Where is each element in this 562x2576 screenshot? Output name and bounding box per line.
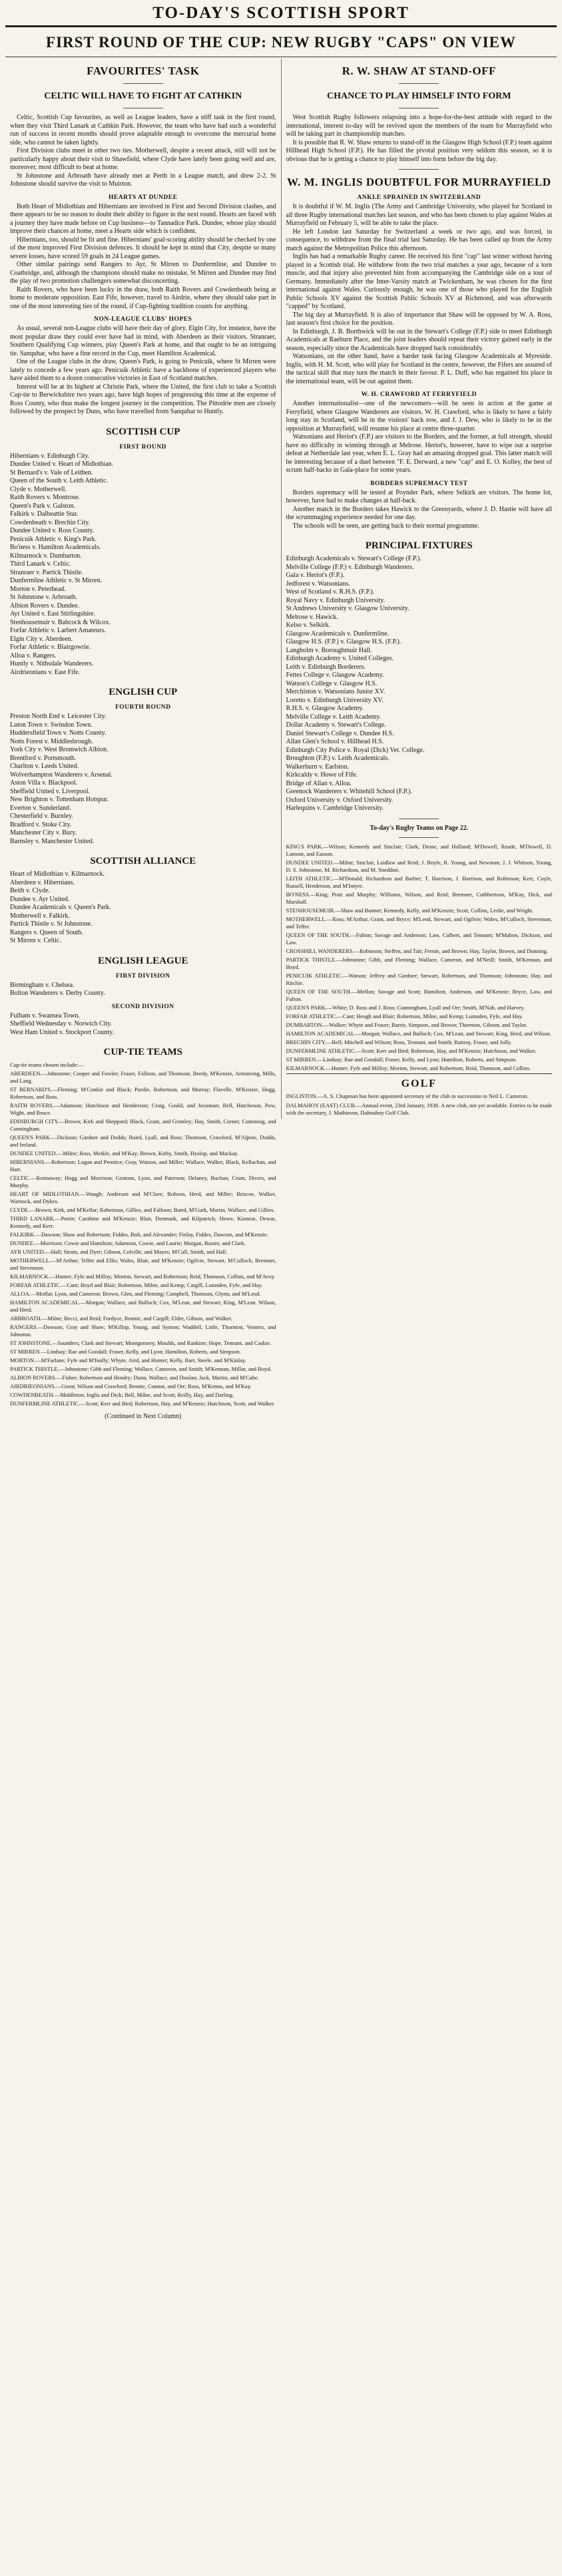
article-paragraph: Borders supremacy will be tested at Poynder Park, where Selkirk are visitors. The home lot, however, have had to make changes at half-back. (286, 488, 552, 504)
fixture-line: West Ham United v. Stockport County. (10, 1028, 114, 1036)
team-lineup: DUNDEE UNITED.—Milne; Sinclair, Laidlaw and Reid; J. Boyle, R. Young, and Newman; J. J. Whitson, Young, D. S. Johnstone, M. Richardson, and M. Sneddon. (286, 858, 552, 873)
fixture-line: Edinburgh Academicals v. Stewart's College (F.P.). (286, 555, 422, 562)
team-lineup: ABERDEEN.—Johnstone; Cooper and Fowler; Fraser, Falloon, and Thomson; Beedy, M'Kenzie, Armstrong, Mills, and Lang. (10, 1070, 276, 1084)
fixture-line: Kirkcaldy v. Howe of Fife. (286, 771, 358, 779)
team-lineup: CELTIC.—Kennaway; Hogg and Morrison; Geatons, Lyon, and Paterson; Delaney, Buchan, Crum, Divers, and Murphy. (10, 1175, 276, 1189)
team-lineup: THIRD LANARK.—Petrie; Carabine and M'Kenzie; Blair, Denmark, and Kilpatrick; Howe, Kinnear, Dewar, Kennedy, and Kerr. (10, 1215, 276, 1229)
fixture-line: Queen of the South v. Leith Athletic. (10, 477, 109, 484)
team-lineup: HAMILTON ACADEMICAL.—Morgan; Wallace, and Bulloch; Cox, M'Lean, and Stewart; King, M'Lean, Wilson, and Herd. (10, 1299, 276, 1313)
fixture-line: Preston North End v. Leicester City. (10, 713, 107, 720)
left-subheadline: CELTIC WILL HAVE TO FIGHT AT CATHKIN (44, 91, 242, 101)
cup-tie-team-list (10, 1070, 276, 1407)
team-lineup: BRECHIN CITY.—Bell; Mitchell and Wilson; Ross, Tennant, and Smith; Rattray, Fraser, and Jolly. (286, 1038, 512, 1045)
fixture-line: Royal Navy v. Edinburgh University. (286, 596, 386, 604)
fixture-line: Dundee United v. Ross County. (10, 527, 94, 534)
masthead: TO-DAY'S SCOTTISH SPORT (152, 4, 410, 22)
team-lineup: RAITH ROVERS.—Adamson; Hutchison and Henderson; Craig, Gould, and Jessiman; Bell, Hutcheson, Pow, Wight, and Bruce. (10, 1102, 276, 1116)
left-column (5, 59, 281, 1420)
article-paragraph: West Scottish Rugby followers relapsing into a hope-for-the-best attitude with regard to the international, interest to-day will be revived upon the members of the team for Murrayfield who will be taking part in championship matches. (286, 114, 552, 138)
fixture-line: Motherwell v. Falkirk. (10, 912, 70, 920)
team-lineup: CLYDE.—Brown; Kirk, and M'Kellar; Robertson, Gillies, and Falloon; Baird, M'Gurk, Martin, Wallace, and Gillies. (10, 1206, 275, 1213)
fixture-line: Falkirk v. Dalbeattie Star. (10, 510, 79, 518)
team-lineup: HEART OF MIDLOTHIAN.—Waugh; Anderson and M'Clure; Robson, Herd, and Miller; Briscoe, Walker, Warnock, and Dykes. (10, 1191, 276, 1204)
fixture-line: Aberdeen v. Hibernians. (10, 878, 75, 886)
right-column (281, 59, 557, 1119)
nonleague-heading: NON-LEAGUE CLUBS' HOPES (94, 316, 192, 323)
team-lineup: AIRDRIEONIANS.—Grant; Wilson and Crawford; Bennie, Connor, and Orr; Ross, M'Kenna, and M'Kay. (10, 1383, 252, 1389)
team-lineup: AYR UNITED.—Hall; Strain, and Dyer; Gibson, Colville, and Mayes; M'Call, Smith, and Hall. (10, 1248, 228, 1255)
continued-note: (Continued in Next Column) (105, 1413, 182, 1420)
fixture-line: R.H.S. v. Glasgow Academy. (286, 705, 364, 712)
first-division-heading: FIRST DIVISION (115, 972, 170, 980)
team-lineup: ARBROATH.—Milne; Becci, and Reid; Fordyce, Rennie, and Cargill; Elder, Gibson, and Walker. (10, 1315, 232, 1322)
fixture-line: Everton v. Sunderland. (10, 804, 71, 812)
fixture-line: Rangers v. Queen of South. (10, 928, 83, 936)
team-lineup: HAMILTON ACADEMICAL.—Morgan; Wallace, and Bulloch; Cox, M'Lean, and Stewart; King, Herd, and Wilson. (286, 1029, 551, 1037)
fixture-line: St Mirren v. Celtic. (10, 937, 61, 944)
newspaper-page (5, 0, 557, 1420)
golf-section (286, 1078, 553, 1117)
team-lineup: KILMARNOCK.—Hunter; Fyfe and Milloy; Morton, Stewart, and Robertson; Reid, Thomson, and Collins. (286, 1064, 531, 1071)
second-division-heading: SECOND DIVISION (111, 1003, 174, 1010)
fixture-line: Luton Town v. Swindon Town. (10, 721, 93, 729)
fixture-line: Aston Villa v. Blackpool. (10, 779, 78, 787)
article-paragraph: It is doubtful if W. M. Inglis (The Army and Cambridge University, who played for Scotland in all three Rugby international matches last season, and who has been chosen to play against Wales at Murrayfield on February 5, will be able to take the place. (286, 203, 552, 227)
fixture-line: Brentford v. Portsmouth. (10, 754, 77, 762)
fixture-line: Walkerburn v. Earlston. (286, 763, 350, 771)
fixture-line: Elgin City v. Aberdeen. (10, 635, 73, 643)
golf-paragraph: INGLISTON.—A. S. Chapman has been appointed secretary of the club in succession to Neil L. Cameron. (286, 1092, 529, 1099)
divider (399, 169, 439, 170)
fixture-line: Melville College (F.P.) v. Edinburgh Wanderers. (286, 563, 414, 571)
divider (123, 83, 163, 84)
article-paragraph: The schools will be seen, are getting back to their normal programme. (292, 522, 479, 530)
fixture-line: Bradford v. Stoke City. (10, 821, 72, 828)
article-paragraph: St Johnstone and Arbroath have already met at Perth in a League match, and drew 2-2. St Johnstone should survive the visit to Muirton. (10, 172, 276, 188)
fixture-line: Melville College v. Leith Academy. (286, 713, 382, 721)
cup-tie-teams (10, 1061, 276, 1407)
article-paragraph: Watsonians and Heriot's (F.P.) are visitors to the Borders, and the former, at full strength, should have no difficulty in winning through at Melrose. Heriot's, however, have to wipe out a surprise defeat at Netherdale last year, when E. L. Gray had an amazing dropped goal. This latter match will be interesting because of a duel between "F. E. Derward, a new "cap" and E. O. Kolley, the best of scrum half-backs in Gala-place for some years. (286, 433, 552, 474)
first-division-fixtures (10, 982, 276, 998)
golf-heading: GOLF (401, 1077, 437, 1089)
fixture-line: Manchester City v. Bury. (10, 829, 77, 836)
team-lineup: KILMARNOCK.—Hunter; Fyfe and Milloy; Morton, Stewart, and Robertson; Reid, Thomson, Collins, and M'Avoy. (10, 1273, 276, 1280)
team-lineup: COWDENBEATH.—Middleton; Inglis and Dick; Bell, Milne, and Scott; Reilly, Hay, and Darling. (10, 1391, 234, 1398)
fixture-line: Bolton Wanderers v. Derby County. (10, 990, 105, 997)
fixture-line: Fettes College v. Glasgow Academy. (286, 671, 384, 679)
fixture-line: Dundee v. Ayr United. (10, 895, 70, 903)
fixture-line: Bo'ness v. Hamilton Academicals. (10, 544, 101, 551)
article-paragraph: Raith Rovers, who have been lucky in the draw, both Raith Rovers and Cowdenbeath being at home to moderate opposition. East Fife, however, travel to Airdrie, where they should take part in one of the most interesting ties of the round, if Cup-fighting tradition counts for anything. (10, 285, 276, 310)
team-lineup: PARTICK THISTLE.—Johnstone; Gibb and Fleming; Wallace, Cameron, and Smith; M'Kennan, Millar, and Boyd. (10, 1366, 272, 1372)
team-lineup: DUNFERMLINE ATHLETIC.—Scott; Kerr and Bird; Robertson, Hay, and M'Kenzie; Hutchison, Scott, and Walker. (10, 1400, 275, 1407)
english-cup-round: FOURTH ROUND (115, 704, 171, 711)
fixture-line: Stenhousemuir v. Babcock & Wilcox. (10, 618, 111, 626)
fixture-line: Chesterfield v. Burnley. (10, 813, 73, 820)
team-lineup: FORFAR ATHLETIC.—Cant; Heugh and Blair; Robertson, Milne, and Kemp; Lumsden, Fyfe, and Hay. (286, 1012, 523, 1019)
article-paragraph: Another match in the Borders takes Hawick to the Greenyards, where J. D. Hastie will have all the scrummaging experience needed for one day. (286, 505, 552, 521)
fixture-line: Oxford University v. Oxford University. (286, 796, 394, 804)
english-cup-fixtures (10, 713, 276, 846)
fixture-line: Queen's Park v. Galston. (10, 502, 76, 510)
principal-fixtures-heading: PRINCIPAL FIXTURES (365, 540, 473, 551)
article-paragraph: Interest will be at its highest at Christie Park, where the United, the first club to take a Scottish Cup-tie to Berwickshire two years ago, have high hopes of progressing this time at the expense of Ross County, who thus make the longest journey in the competition. The Pittodrie men are closely followed by the prospect by Duns, who have travelled from Sanquhar to Huntly. (10, 383, 276, 415)
team-lineup: FORFAR ATHLETIC.—Cant; Boyd and Blair; Robertson, Milne, and Kemp; Cargill, Lumsden, Fyfe, and Hay. (10, 1282, 263, 1288)
fixture-line: Glasgow H.S. (F.P.) v. Glasgow H.S. (F.P.). (286, 638, 402, 645)
fixture-line: Merchiston v. Watsonians Junior XV. (286, 688, 386, 695)
fixture-line: Forfar Athletic v. Blairgowrie. (10, 644, 91, 651)
team-lineup: ST JOHNSTONE.—Saunders; Clark and Stewart; Montgomery, Moulds, and Rankine; Hope, Tennant, and Caskie. (10, 1340, 272, 1346)
fixture-line: Dundee Academicals v. Queen's Park. (10, 904, 111, 911)
fixture-line: Dundee United v. Heart of Midlothian. (10, 460, 114, 468)
article-paragraph: First Division clubs meet in other two ties. Motherwell, despite a recent attack, still will not be particularly happy about their visit to Shawfield, where Clyde have lately been going well and are, moreover, most difficult to beat at home. (10, 147, 276, 171)
main-headline: FIRST ROUND OF THE CUP: NEW RUGBY "CAPS" ON VIEW (46, 34, 516, 51)
fixture-line: Birmingham v. Chelsea. (10, 981, 75, 989)
golf-paragraph: DALMAHOY (EAST) CLUB.—Annual event, 23rd January, 1938. A new club, not yet available. Entries to be made with the secretary, J. Mathieson, Dalmahoy Golf Club. (286, 1101, 552, 1116)
fixture-line: Penicuik Athletic v. King's Park. (10, 535, 97, 543)
fixture-line: Langholm v. Boroughmuir Hall. (286, 646, 372, 654)
fixture-line: Dollar Academy v. Stewart's College. (286, 721, 386, 729)
fixture-line: Greenock Wanderers v. Whitehill School (F.P.). (286, 788, 412, 795)
article-paragraph: Other similar pairings send Rangers to Ayr, St Mirren to Dunfermline, and Dundee to Coatbridge, and, although the champions should make no mistake, St Mirren and Dundee may find the play of two promotion challengers somewhat disconcerting. (10, 261, 276, 285)
fixture-line: St Johnstone v. Arbroath. (10, 594, 77, 601)
english-cup-heading: ENGLISH CUP (109, 687, 178, 697)
inglis-article (286, 203, 553, 386)
fixture-line: Raith Rovers v. Montrose. (10, 494, 81, 501)
team-lineup: HIBERNIANS.—Robertson; Logan and Prentice; Gray, Watson, and Miller; Wallace, Walker, Black, Kellachan, and Hart. (10, 1159, 276, 1173)
hearts-heading: HEARTS AT DUNDEE (109, 194, 178, 201)
cup-tie-intro: Cup-tie teams chosen include:— (10, 1061, 85, 1068)
rugby-teams-reference: To-day's Rugby Teams on Page 22. (370, 824, 469, 832)
fixture-line: Edinburgh Academy v. United Colleges. (286, 655, 394, 662)
borders-heading: BORDERS SUPREMACY TEST (370, 480, 468, 487)
team-lineup: QUEEN OF THE SOUTH.—Fulton; Savage and Anderson; Law, Culbert, and Tennant; M'Mahon, Dickson, and Law. (286, 931, 552, 946)
team-lineup: STENHOUSEMUIR.—Shaw and Bunnet; Kennedy, Kelly, and M'Kenzie; Scott, Collins, Leslie, and Wright. (286, 906, 534, 914)
fixture-line: Edinburgh City Police v. Royal (Dick) Vet. College. (286, 746, 425, 754)
article-paragraph: He left London last Saturday for Switzerland a week or two ago, and was forced, in consequence, to withdraw from the final trial last Saturday. He has been called up from the Army match against the Metropolitan Police this afternoon. (286, 228, 552, 252)
team-lineup: MOTHERWELL.—M'Arthur; Telfer and Ellis; Wales, Blair, and M'Kenzie; Ogilvie, Stewart, M'Culloch, Bremner, and Stevenson. (10, 1257, 276, 1271)
fixture-line: Sheffield Wednesday v. Norwich City. (10, 1020, 113, 1027)
divider (399, 83, 439, 84)
inglis-heading: W. M. INGLIS DOUBTFUL FOR MURRAYFIELD (287, 176, 551, 188)
fixture-line: Harlequins v. Cambridge University. (286, 805, 384, 812)
article-paragraph: Hibernians, too, should be fit and fine. Hibernians' goal-scoring ability should be checked by one of the most improved First Division defences. It should be kept in mind that City, despite so many severe losses, have scored 59 goals in 24 League games. (10, 236, 276, 260)
team-lineup: MOTHERWELL.—Ross; M'Arthur, Grant, and Bryce; M'Leod, Stewart, and Ogilvie; Wales, M'Culloch, Stevenson, and Telfer. (286, 915, 552, 930)
fixture-line: Broughton (F.P.) v. Leith Academicals. (286, 755, 390, 762)
fixture-line: Wolverhampton Wanderers v. Arsenal. (10, 771, 113, 779)
team-lineup: MORTON.—M'Farlane; Fyfe and M'Inally; Whyte, Aird, and Hunter; Kelly, Barr, Steele, and M'Kinlay. (10, 1357, 246, 1364)
article-paragraph: In Edinburgh, J. B. Borthwick will be out in the Stewart's College (F.P.) side to meet Edinburgh Academicals at Raeburn Place, and the joint leaders should repeat their victory gained early in the season, especially since the Academicals have dropped back considerably. (286, 327, 552, 352)
article-paragraph: Watsonians, on the other hand, have a harder task facing Glasgow Academicals at Myreside. Inglis, with H. M. Scott, who will play for Scotland in the centre, however, the Fifers are assured of the tactical skill that may turn the match in their favour. P. L. Duff, who has regained his place in the international team, will be out against them. (286, 353, 552, 385)
article-paragraph: The big day at Murrayfield. It is also of importance that Shaw will be opposed by W. A. Ross, last season's first choice for the position. (286, 311, 552, 327)
fixture-line: Sheffield United v. Liverpool. (10, 787, 90, 795)
fixture-line: Partick Thistle v. St Johnstone. (10, 920, 93, 928)
fixture-line: Huntly v. Nithsdale Wanderers. (10, 660, 94, 667)
team-lineup: PENICUIK ATHLETIC.—Watson; Jeffrey and Gardner; Stewart, Robertson, and Thomson; Johnstone, Hay, and Ritchie. (286, 972, 552, 986)
fixture-line: Stranraer v. Partick Thistle. (10, 568, 83, 576)
fixture-line: Cowdenbeath v. Brechin City. (10, 518, 91, 526)
fixture-line: New Brighton v. Tottenham Hotspur. (10, 796, 109, 803)
fixture-line: Fulham v. Swansea Town. (10, 1012, 80, 1019)
golf-rule (286, 1073, 553, 1074)
article-paragraph: Inglis has had a remarkable Rugby career. He received his first "cap" last winter without having played in a Scottish trial. He withdrew from the two trial matches a year ago, because of a torn muscle, and that injury also prevented him from accompanying the Cambridge side on a tour of Germany. Immediately after the Inter-Varsity match at Twickenham, he was chosen for the first international against Wales. Curiously enough, he was one of those who played for the English Public Schools XV against the Scottish Public Schools XV at Richmond, and was afterwards "capped" by Scotland. (286, 253, 552, 310)
fixture-line: Heart of Midlothian v. Kilmarnock. (10, 870, 105, 878)
fixture-line: Jedforest v. Watsonians. (286, 580, 350, 588)
fixture-line: St Andrews University v. Glasgow University. (286, 605, 410, 612)
fixture-line: Kelso v. Selkirk. (286, 622, 331, 629)
team-lineup: QUEEN OF THE SOUTH.—Mellon; Savage and Scott; Hamilton, Anderson, and M'Kenzie; Bryce, Law, and Fulton. (286, 988, 552, 1002)
team-lineup: FALKIRK.—Dawson; Shaw and Robertson; Fiddes, Bolt, and Alexander; Finlay, Fiddes, Dawson, and M'Kenzie. (10, 1231, 268, 1238)
fixture-line: Ayr United v. East Stirlingshire. (10, 610, 95, 618)
fixture-line: Dunfermline Athletic v. St Mirren. (10, 577, 103, 584)
crawford-heading: W. H. CRAWFORD AT FERRYFIELD (361, 391, 477, 398)
article-paragraph: As usual, several non-League clubs will have their day of glory. Elgin City, for instance, have the most popular draw they could ever have had in mind, with Aberdeen as their visitors. Stranraer, Southern Qualifying Cup winners, play Queen's Park at home, and that ought to be an intriguing tie. Sanquhar, who have a fine record in the Cup, meet Hamilton Academical. (10, 325, 276, 357)
second-division-fixtures (10, 1012, 276, 1037)
inglis-subheading: ANKLE SPRAINED IN SWITZERLAND (357, 194, 481, 201)
left-headline: FAVOURITES' TASK (87, 65, 200, 77)
team-lineup: DUNFERMLINE ATHLETIC.—Scott; Kerr and Bird; Robertson, Hay, and M'Kenzie; Hutchison, and Walker. (286, 1047, 537, 1054)
team-lineup: CROSSHILL WANDERERS.—Robinson; Steffen, and Tait; Fernie, and Brown; Hay, Taylor, Brown, and Dunning. (286, 947, 548, 954)
right-article (286, 114, 553, 164)
scottish-alliance-fixtures (10, 870, 276, 946)
team-lineup: KING'S PARK.—Wilson; Kennedy and Sinclair; Clark, Dease, and Holland; M'Dowell, Reade, M'Dowell, D. Lamont, and Easson. (286, 842, 552, 857)
fixture-line: Leith v. Edinburgh Borderers. (286, 663, 366, 671)
fixture-line: Melrose v. Hawick. (286, 613, 338, 621)
article-paragraph: Another internationalist—one of the newcomers—will be seen in action at the game at Ferryfield, where Glasgow Wanderers are visitors. W. H. Crawford, who is likely to have a fairly long stay in Scotland, will be in the visitors' back row, and J. J. Dew, who is likely to be in the opposition at Murrayfield, will resume his place at centre three-quarter. (286, 400, 552, 433)
fixture-line: Notts Forest v. Middlesbrough. (10, 737, 93, 745)
fixture-line: Third Lanark v. Celtic. (10, 560, 71, 568)
fixture-line: Daniel Stewart's College v. Dundee H.S. (286, 729, 394, 737)
fixture-line: Charlton v. Leeds United. (10, 763, 79, 770)
fixture-line: St Bernard's v. Vale of Leithen. (10, 468, 93, 476)
cup-tie-teams-heading: CUP-TIE TEAMS (103, 1047, 182, 1057)
fixture-line: Morton v. Peterhead. (10, 585, 66, 593)
fixture-line: Glasgow Academicals v. Dunfermline. (286, 630, 390, 638)
fixture-line: Barnsley v. Manchester United. (10, 837, 95, 845)
fixture-line: Allan Glen's School v. Hillhead H.S. (286, 738, 384, 745)
fixture-line: Beith v. Clyde. (10, 887, 50, 894)
team-lineup: LEITH ATHLETIC.—M'Donald; Richardson and Barber; T. Harrison, J. Harrison, and Robinson; Kerr, Coyle, Russell, Henderson, and M'Intyre. (286, 874, 552, 889)
article-paragraph: Celtic, Scottish Cup favourites, as well as League leaders, have a stiff task in the first round, when they visit Third Lanark at Cathkin Park. However, the team who have had such a wonderful run of success in recent months should prove adaptable enough to overcome the mercurial home side, who cannot be taken lightly. (10, 114, 276, 146)
left-article (10, 114, 276, 417)
team-lineup: EDINBURGH CITY.—Brown; Kirk and Sheppard; Black, Grant, and Grimley; Hay, Smith, Corner, Cumming, and Cunningham. (10, 1118, 276, 1132)
english-league-heading: ENGLISH LEAGUE (98, 955, 188, 966)
team-lineup: QUEEN'S PARK.—Dickson; Gardner and Dodds; Baird, Lyall, and Ross; Thomson, Crawford, M'Alpine, Dodds, and Ireland. (10, 1134, 276, 1148)
article-paragraph: Both Heart of Midlothian and Hibernians are involved in First and Second Division clashes, and there appears to be no reason to doubt their ability to figure in the next round. Hearts are faced with a journey they have made before on Cup business—to Tannadice Park. Dundee, whose play should improve their chances at home, meet a Hearts side which is confident. (10, 202, 276, 235)
fixture-line: Hibernians v. Edinburgh City. (10, 452, 90, 460)
fixture-line: York City v. West Bromwich Albion. (10, 746, 109, 753)
scottish-cup-heading: SCOTTISH CUP (106, 426, 180, 437)
article-paragraph: One of the League clubs in the draw, Queen's Park, is going to Penicuik, where St Mirren were lately to concede a few years ago. Penicuik Athletic have a backbone of experienced players who have aided them to a dozen consecutive victories in East of Scotland matches. (10, 358, 276, 382)
fixture-line: West of Scotland v. R.H.S. (F.P.). (286, 588, 375, 596)
fixture-line: Albion Rovers v. Dundee. (10, 602, 80, 610)
columns (5, 59, 557, 1420)
fixture-line: Clyde v. Motherwell. (10, 485, 67, 493)
scottish-cup-fixtures (10, 453, 276, 677)
divider (399, 837, 439, 838)
team-lineup: BO'NESS.—King; Pratt and Murphy; Williams, Wilson, and Reid; Bremner, Cuthbertson, M'Kay, Dick, and Marshall. (286, 890, 552, 905)
fixture-line: Loretto v. Edinburgh University XV. (286, 696, 384, 704)
team-lineup: ST BERNARD'S.—Fleming; M'Conkie and Black; Purdie, Robertson, and Murray; Flavelle, M'Kenzie, Hogg, Robertson, and Ross. (10, 1086, 276, 1100)
principal-fixtures (286, 555, 553, 813)
team-lineup: DUNDEE.—Morrison; Cowie and Hamilton; Adamson, Cowie, and Laurie; Morgan, Baxter, and Clark. (10, 1240, 246, 1246)
right-headline: R. W. SHAW AT STAND-OFF (342, 65, 496, 77)
right-subheadline: CHANCE TO PLAY HIMSELF INTO FORM (326, 91, 511, 101)
team-lineup: QUEEN'S PARK.—White; D. Ross and J. Ross; Cunningham, Lyall and Orr; Smith, M'Nab, and Harvey. (286, 1004, 525, 1011)
team-lineup: ALLOA.—Moffat; Lyon, and Cameron; Brown, Glen, and Fleming; Campbell, Thomson, Glynn, and M'Leod. (10, 1290, 261, 1297)
team-lineup: ALBION ROVERS.—Fisher; Robertson and Hendry; Dunn, Wallace, and Doolan; Jack, Martin, and M'Cabe. (10, 1374, 259, 1381)
scottish-alliance-heading: SCOTTISH ALLIANCE (90, 856, 196, 866)
team-lineup: DUMBARTON.—Walker; Whyte and Fraser; Barrie, Simpson, and Brown; Thornton, Gibson, and Taylor. (286, 1021, 527, 1028)
fixture-line: Gala v. Heriot's (F.P.). (286, 572, 345, 579)
fixture-line: Airdrieonians v. East Fife. (10, 668, 81, 676)
fixture-line: Kilmarnock v. Dumbarton. (10, 552, 82, 560)
fixture-line: Alloa v. Rangers. (10, 651, 57, 659)
team-lineup: DUNDEE UNITED.—Milne; Ross, Meikle, and M'Kay; Brown, Kirby, Smith, Hyslop, and Mackay. (10, 1150, 238, 1157)
fixture-line: Bridge of Allan v. Alloa. (286, 779, 352, 787)
article-paragraph: It is possible that R. W. Shaw returns to stand-off in the Glasgow High School (F.P.) team against Hillhead High School (F.P.). He has filled the pivotal position very seldom this season, so it is obvious that he is getting a chance to play himself into form before the big day. (286, 138, 552, 163)
team-lineup: PARTICK THISTLE.—Johnstone; Gibb, and Fleming; Wallace, Cameron, and M'Neill; Smith, M'Kennan, and Boyd. (286, 956, 552, 970)
team-lineups (286, 843, 553, 1072)
team-lineup: RANGERS.—Dawson; Gray and Shaw; M'Killop, Young, and Symon; Waddell, Little, Thornton, Venters, and Johnston. (10, 1324, 276, 1338)
fixture-line: Forfar Athletic v. Larbert Amateurs. (10, 627, 106, 634)
team-lineup: ST MIRREN.—Lindsay; Rae and Goodall; Fraser, Kelly, and Lyon; Hamilton, Roberts, and Simpson. (10, 1348, 241, 1355)
scottish-cup-round: FIRST ROUND (119, 443, 166, 451)
fixture-line: Huddersfield Town v. Notts County. (10, 729, 107, 737)
team-lineup: ST MIRREN.—Lindsay; Rae and Goodall; Fraser, Kelly, and Lyon; Hamilton, Roberts, and Simpson. (286, 1055, 517, 1063)
fixture-line: Watson's College v. Glasgow H.S. (286, 679, 378, 687)
